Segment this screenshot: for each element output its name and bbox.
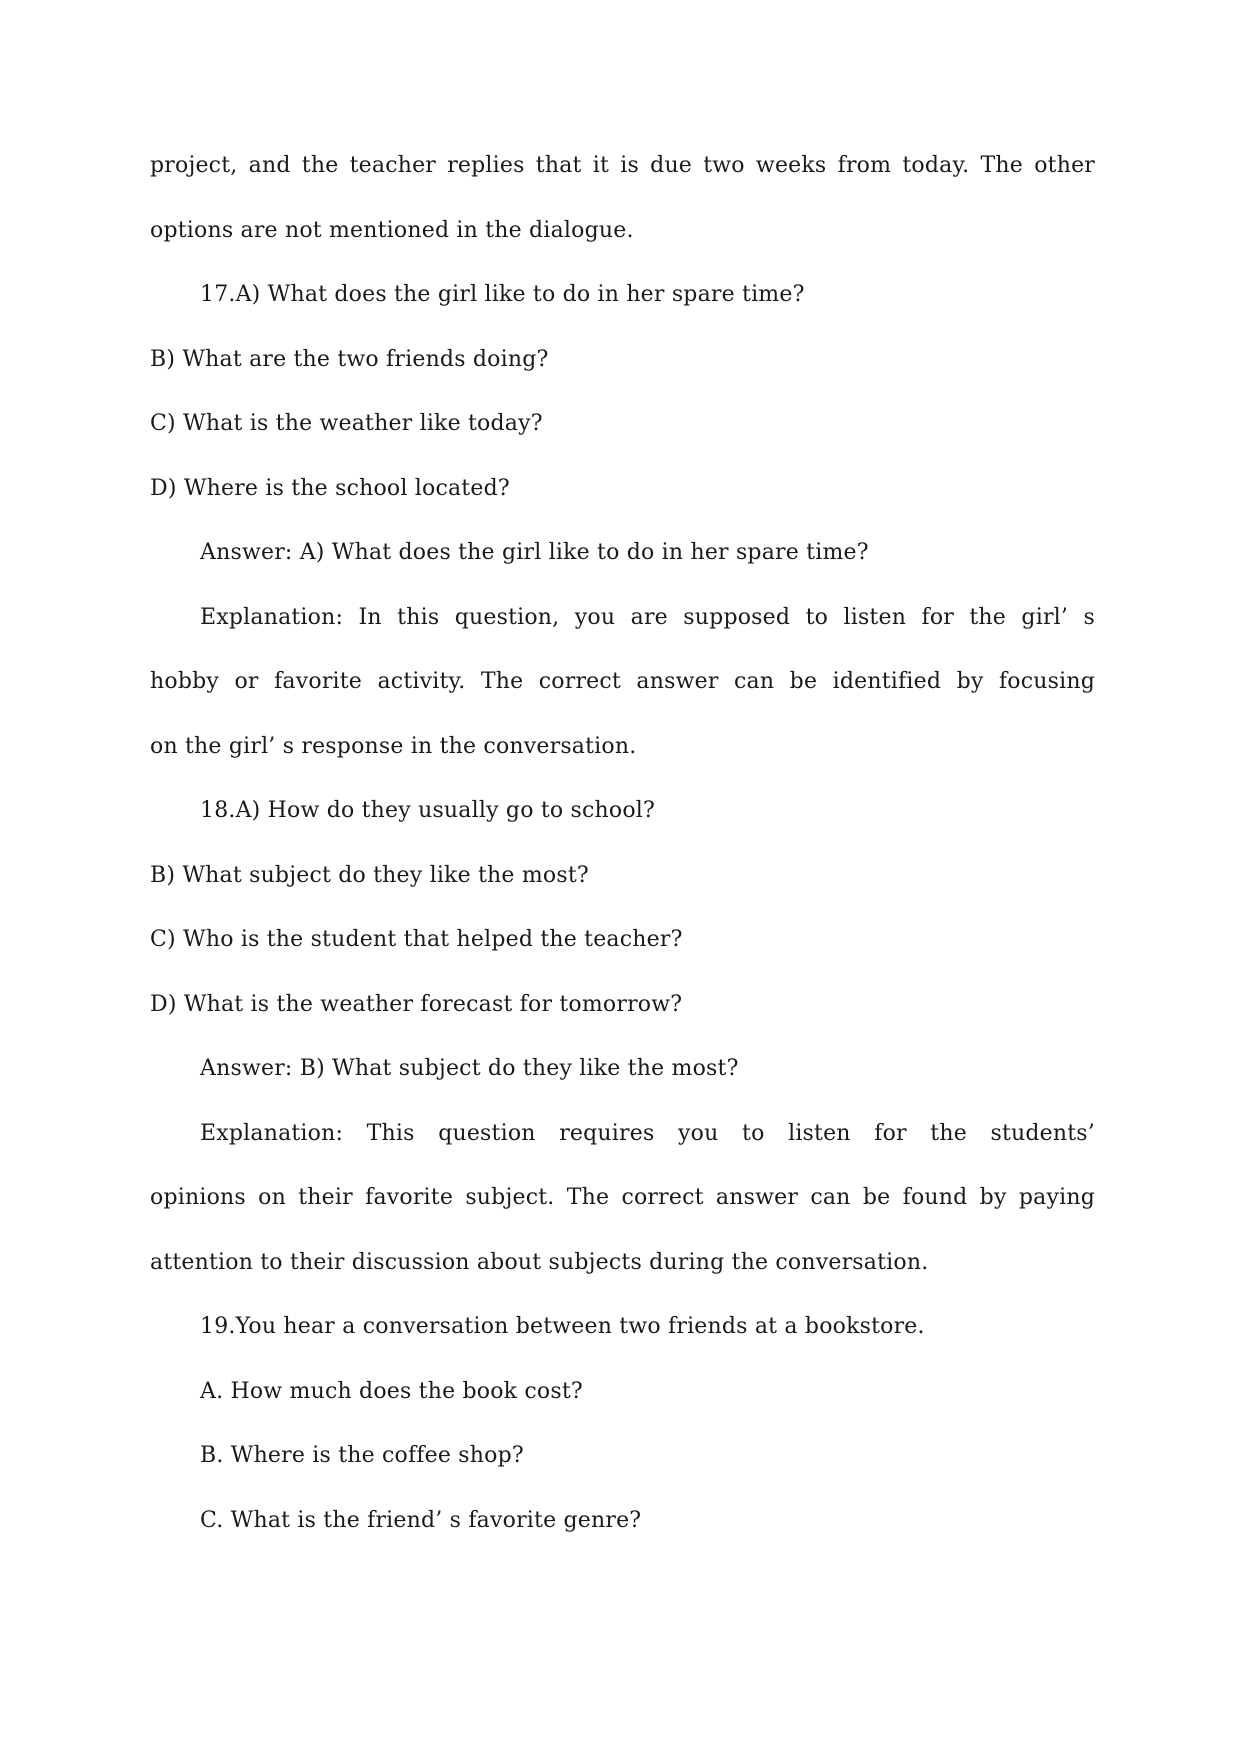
question-18: 18.A) How do they usually go to school? xyxy=(200,798,656,823)
text-line: opinions on their favorite subject. The correct answer can be found by paying xyxy=(150,1185,1095,1210)
option-c: C. What is the friend’ s favorite genre? xyxy=(200,1508,642,1533)
option-a: A. How much does the book cost? xyxy=(200,1379,583,1404)
explanation-18: Explanation: This question requires you to listen for the students’ xyxy=(200,1121,1095,1146)
option-b: B) What subject do they like the most? xyxy=(150,863,589,888)
option-b: B) What are the two friends doing? xyxy=(150,347,549,372)
text-line: options are not mentioned in the dialogue. xyxy=(150,218,634,243)
question-19: 19.You hear a conversation between two friends at a bookstore. xyxy=(200,1314,925,1339)
text-line: project, and the teacher replies that it is due two weeks from today. The other xyxy=(150,153,1095,178)
answer-18: Answer: B) What subject do they like the most? xyxy=(200,1056,739,1081)
text-line: attention to their discussion about subjects during the conversation. xyxy=(150,1250,929,1275)
question-17: 17.A) What does the girl like to do in her spare time? xyxy=(200,282,805,307)
text-line: on the girl’ s response in the conversation. xyxy=(150,734,637,759)
option-c: C) Who is the student that helped the teacher? xyxy=(150,927,683,952)
text-line: hobby or favorite activity. The correct answer can be identified by focusing xyxy=(150,669,1095,694)
option-d: D) Where is the school located? xyxy=(150,476,510,501)
option-b: B. Where is the coffee shop? xyxy=(200,1443,524,1468)
option-d: D) What is the weather forecast for tomorrow? xyxy=(150,992,683,1017)
option-c: C) What is the weather like today? xyxy=(150,411,543,436)
explanation-17: Explanation: In this question, you are supposed to listen for the girl’ s xyxy=(200,605,1095,630)
answer-17: Answer: A) What does the girl like to do in her spare time? xyxy=(200,540,869,565)
